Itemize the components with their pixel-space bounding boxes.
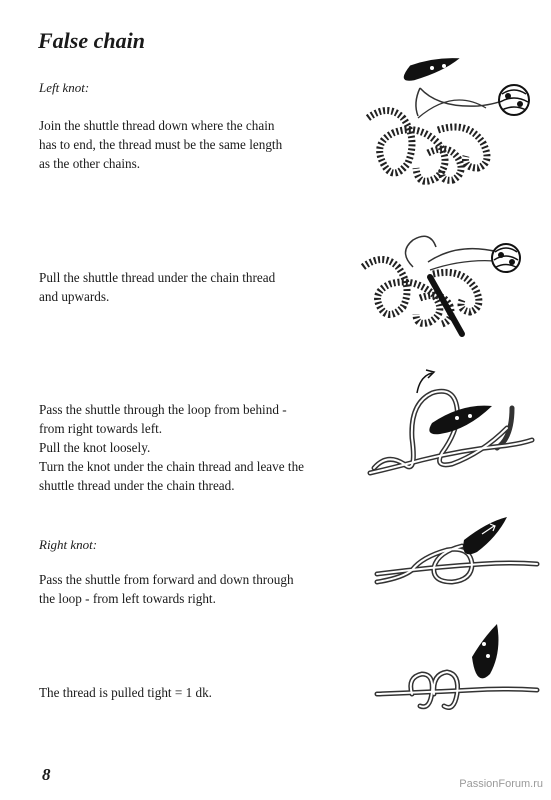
page-number: 8 [42,765,51,784]
text-line: Pull the shuttle thread under the chain thread [39,270,276,285]
text-line: Turn the knot under the chain thread and leave the [39,459,305,474]
text-line: as the other chains. [39,156,141,171]
text-line: Pull the knot loosely. [39,440,151,455]
left-knot-heading: Left knot: [39,80,90,95]
watermark: PassionForum.ru [459,778,543,790]
text-line: Pass the shuttle from forward and down through [39,572,294,587]
illustration-knot-pulled-tight [372,622,542,722]
text-line: and upwards. [39,289,110,304]
step-5-text [39,683,357,702]
illustration-join-shuttle-thread [358,48,538,198]
step-3-text [39,400,357,495]
text-line: Join the shuttle thread down where the chain [39,118,275,133]
illustration-pass-through-loop [362,368,542,493]
right-knot-heading: Right knot: [39,537,98,552]
text-line: The thread is pulled tight = 1 dk. [39,685,212,700]
text-line: the loop - from left towards right. [39,591,216,606]
step-1-text [39,116,357,173]
page-title: False chain [38,28,145,53]
step-2-text [39,268,357,306]
text-line: shuttle thread under the chain thread. [39,478,235,493]
illustration-pull-thread-under [358,222,538,342]
illustration-right-knot-pass [372,512,542,592]
text-line: has to end, the thread must be the same length [39,137,283,152]
text-line: from right towards left. [39,421,163,436]
step-4-text [39,570,357,608]
text-line: Pass the shuttle through the loop from behind - [39,402,287,417]
